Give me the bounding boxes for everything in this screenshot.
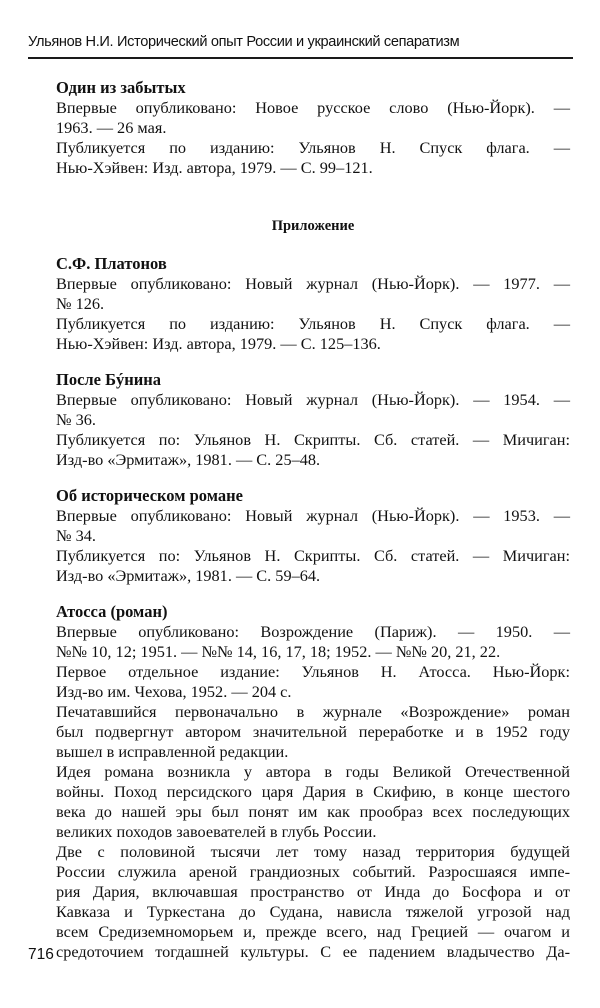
entry-line: Публикуется по: Ульянов Н. Скрипты. Сб. статей. — Мичиган:: [56, 546, 570, 565]
entry-line: Изд-во «Эрмитаж», 1981. — С. 25–48.: [56, 450, 321, 469]
entry-line: Кавказа и Туркестана до Судана, нависла тяжелой угрозой над: [56, 902, 570, 921]
entry-title: С.Ф. Платонов: [56, 254, 167, 273]
bibliography-entry: [56, 254, 570, 354]
entry-title: Атосса (роман): [56, 602, 168, 621]
entry-line: № 36.: [56, 410, 96, 429]
entry-line: Нью-Хэйвен: Изд. автора, 1979. — С. 99–121.: [56, 158, 373, 177]
entry-line: Впервые опубликовано: Новый журнал (Нью-Йорк). — 1954. —: [56, 390, 570, 409]
bibliography-entry: [56, 486, 570, 586]
entry-line: средоточием тогдашней культуры. С ее падением владычество Да-: [56, 942, 570, 961]
entry-line: России служила ареной грандиозных событий. Разросшаяся импе-: [56, 862, 570, 881]
bibliography-entry: [56, 78, 570, 178]
entry-line: №№ 10, 12; 1951. — №№ 14, 16, 17, 18; 1952. — №№ 20, 21, 22.: [56, 642, 501, 661]
entry-line: № 34.: [56, 526, 96, 545]
bibliography-entry: [56, 370, 570, 470]
page-number: 716: [28, 946, 54, 963]
entry-line: всем Средиземноморьем и, прежде всего, над Грецией — очагом и: [56, 922, 570, 941]
running-header: Ульянов Н.И. Исторический опыт России и украинский сепаратизм: [28, 34, 460, 50]
entry-line: Публикуется по: Ульянов Н. Скрипты. Сб. статей. — Мичиган:: [56, 430, 570, 449]
section-heading: Приложение: [271, 218, 355, 234]
entry-line: Изд-во им. Чехова, 1952. — 204 с.: [56, 682, 292, 701]
entry-line: Публикуется по изданию: Ульянов Н. Спуск флага. —: [56, 314, 570, 333]
entry-line: Впервые опубликовано: Новое русское слово (Нью-Йорк). —: [56, 98, 570, 117]
entry-title: После Бýнина: [56, 370, 162, 389]
spacer: [56, 586, 570, 602]
entry-line: века до нашей эры был понят им как прообраз всех последующих: [56, 802, 570, 821]
entry-line: Печатавшийся первоначально в журнале «Возрождение» роман: [56, 702, 570, 721]
entry-line: Идея романа возникла у автора в годы Великой Отечественной: [56, 762, 570, 781]
entry-line: 1963. — 26 мая.: [56, 118, 167, 137]
entry-line: Впервые опубликовано: Новый журнал (Нью-Йорк). — 1977. —: [56, 274, 570, 293]
entry-title: Об историческом романе: [56, 486, 243, 505]
entry-line: был подвергнут автором значительной переработке и в 1952 году: [56, 722, 570, 741]
spacer: [56, 236, 570, 254]
entry-line: Две с половиной тысячи лет тому назад территория будущей: [56, 842, 570, 861]
entry-line: великих походов завоевателей в глубь России.: [56, 822, 377, 841]
entry-line: Первое отдельное издание: Ульянов Н. Атосса. Нью-Йорк:: [56, 662, 570, 681]
entry-line: Публикуется по изданию: Ульянов Н. Спуск флага. —: [56, 138, 570, 157]
entry-line: войны. Поход персидского царя Дария в Скифию, в конце шестого: [56, 782, 570, 801]
entry-line: Изд-во «Эрмитаж», 1981. — С. 59–64.: [56, 566, 321, 585]
entry-line: Нью-Хэйвен: Изд. автора, 1979. — С. 125–136.: [56, 334, 381, 353]
bibliography-entry: [56, 602, 570, 962]
spacer: [56, 470, 570, 486]
entry-line: рия Дария, включавшая пространство от Инда до Босфора и от: [56, 882, 570, 901]
entry-line: № 126.: [56, 294, 105, 313]
entry-line: вышел в исправленной редакции.: [56, 742, 289, 761]
page-body: [56, 78, 570, 962]
entry-line: Впервые опубликовано: Новый журнал (Нью-Йорк). — 1953. —: [56, 506, 570, 525]
spacer: [56, 178, 570, 216]
header-rule: [28, 57, 573, 59]
entry-title: Один из забытых: [56, 78, 186, 97]
spacer: [56, 354, 570, 370]
entry-line: Впервые опубликовано: Возрождение (Париж). — 1950. —: [56, 622, 570, 641]
